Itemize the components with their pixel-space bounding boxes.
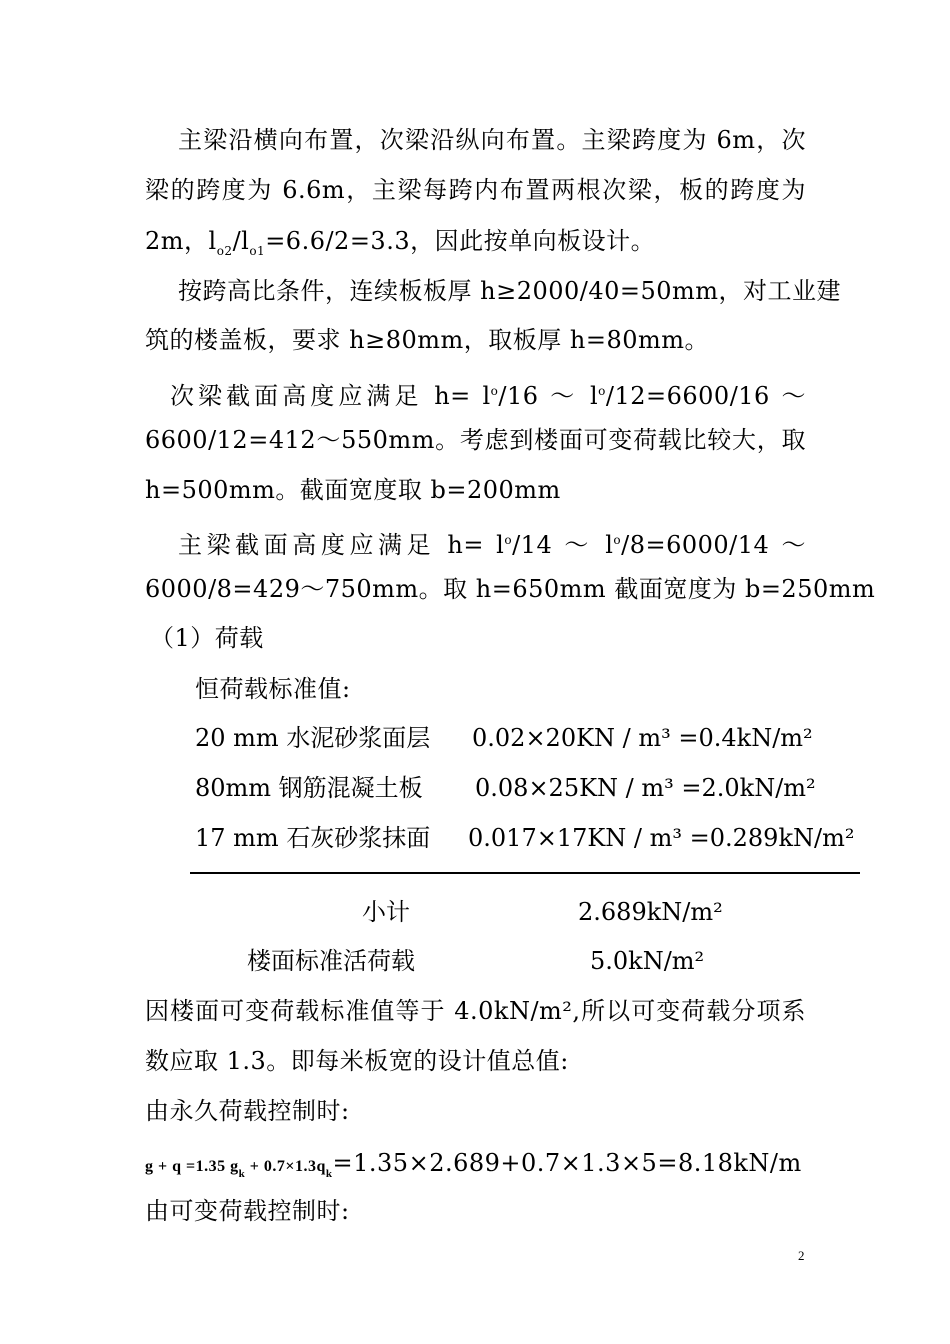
- dead-load-row-2-calc: 0.08×25KN / m³ =2.0kN/m²: [475, 774, 816, 802]
- p1-line2: 梁的跨度为 6.6m，主梁每跨内布置两根次梁，板的跨度为: [145, 176, 806, 204]
- p3-line3: h=500mm。截面宽度取 b=200mm: [145, 476, 561, 504]
- p3-line1: [170, 376, 806, 411]
- live-load-label: 楼面标准活荷载: [247, 947, 415, 975]
- p1-l-text: 2m，l: [145, 227, 217, 255]
- p5-line2: 数应取 1.3。即每米板宽的设计值总值:: [145, 1047, 569, 1075]
- formula-gk: 1.35 g: [195, 1158, 239, 1175]
- p2-line1: 按跨高比条件，连续板板厚 h≥2000/40=50mm，对工业建: [178, 277, 842, 305]
- p7: 由可变荷载控制时:: [145, 1197, 350, 1225]
- p1-slash: /l: [232, 227, 250, 255]
- p4-line1: [178, 525, 806, 560]
- page-number: 2: [798, 1248, 805, 1263]
- formula-sub-k2: k: [325, 1167, 333, 1180]
- section-title: （1）荷载: [150, 624, 264, 652]
- dead-load-row-2-item: 80mm 钢筋混凝土板: [195, 774, 423, 802]
- p6: 由永久荷载控制时:: [145, 1097, 350, 1125]
- dead-load-row-1-item: 20 mm 水泥砂浆面层: [195, 724, 431, 752]
- live-load-value: 5.0kN/m²: [590, 947, 705, 975]
- p3-line2: 6600/12=412～550mm。考虑到楼面可变荷载比较大，取: [145, 426, 806, 454]
- summary-rule: [190, 872, 860, 874]
- p3-b: /16 ～ l: [498, 382, 599, 410]
- sub-o1: o1: [249, 243, 266, 258]
- p3-sup2: o: [598, 384, 606, 398]
- p4-line2: 6000/8=429～750mm。取 h=650mm 截面宽度为 b=250mm: [145, 575, 876, 603]
- sub-o2: o2: [216, 243, 233, 258]
- p3-a: 次梁截面高度应满足 h= l: [170, 382, 491, 410]
- dead-load-row-3-item: 17 mm 石灰砂浆抹面: [195, 824, 431, 852]
- p5-line1: 因楼面可变荷载标准值等于 4.0kN/m²,所以可变荷载分项系: [145, 997, 806, 1025]
- subtotal-value: 2.689kN/m²: [578, 898, 723, 926]
- p2-line2: 筑的楼盖板，要求 h≥80mm，取板厚 h=80mm。: [145, 326, 709, 354]
- p4-c: /8=6000/14 ～: [621, 531, 806, 559]
- p4-a: 主梁截面高度应满足 h= l: [178, 531, 505, 559]
- formula-qk: + 0.7×1.3q: [245, 1158, 326, 1175]
- p4-sup1: o: [504, 533, 513, 547]
- p4-b: /14 ～ l: [512, 531, 614, 559]
- p3-sup1: o: [490, 384, 499, 398]
- formula-result: =1.35×2.689+0.7×1.3×5=8.18kN/m: [332, 1149, 802, 1177]
- dead-load-title: 恒荷载标准值:: [195, 675, 351, 703]
- subtotal-label: 小计: [362, 898, 410, 926]
- formula-lhs: g + q =: [145, 1158, 196, 1175]
- dead-load-row-3-calc: 0.017×17KN / m³ =0.289kN/m²: [468, 824, 855, 852]
- p1-tail: =6.6/2=3.3，因此按单向板设计。: [265, 227, 656, 255]
- formula-sub-k1: k: [238, 1167, 246, 1180]
- p4-sup2: o: [613, 533, 622, 547]
- formula-line: [145, 1148, 810, 1189]
- p1-line3: [145, 226, 810, 266]
- p3-c: /12=6600/16 ～: [605, 382, 807, 410]
- p1-line1: 主梁沿横向布置，次梁沿纵向布置。主梁跨度为 6m，次: [178, 126, 806, 154]
- dead-load-row-1-calc: 0.02×20KN / m³ =0.4kN/m²: [472, 724, 813, 752]
